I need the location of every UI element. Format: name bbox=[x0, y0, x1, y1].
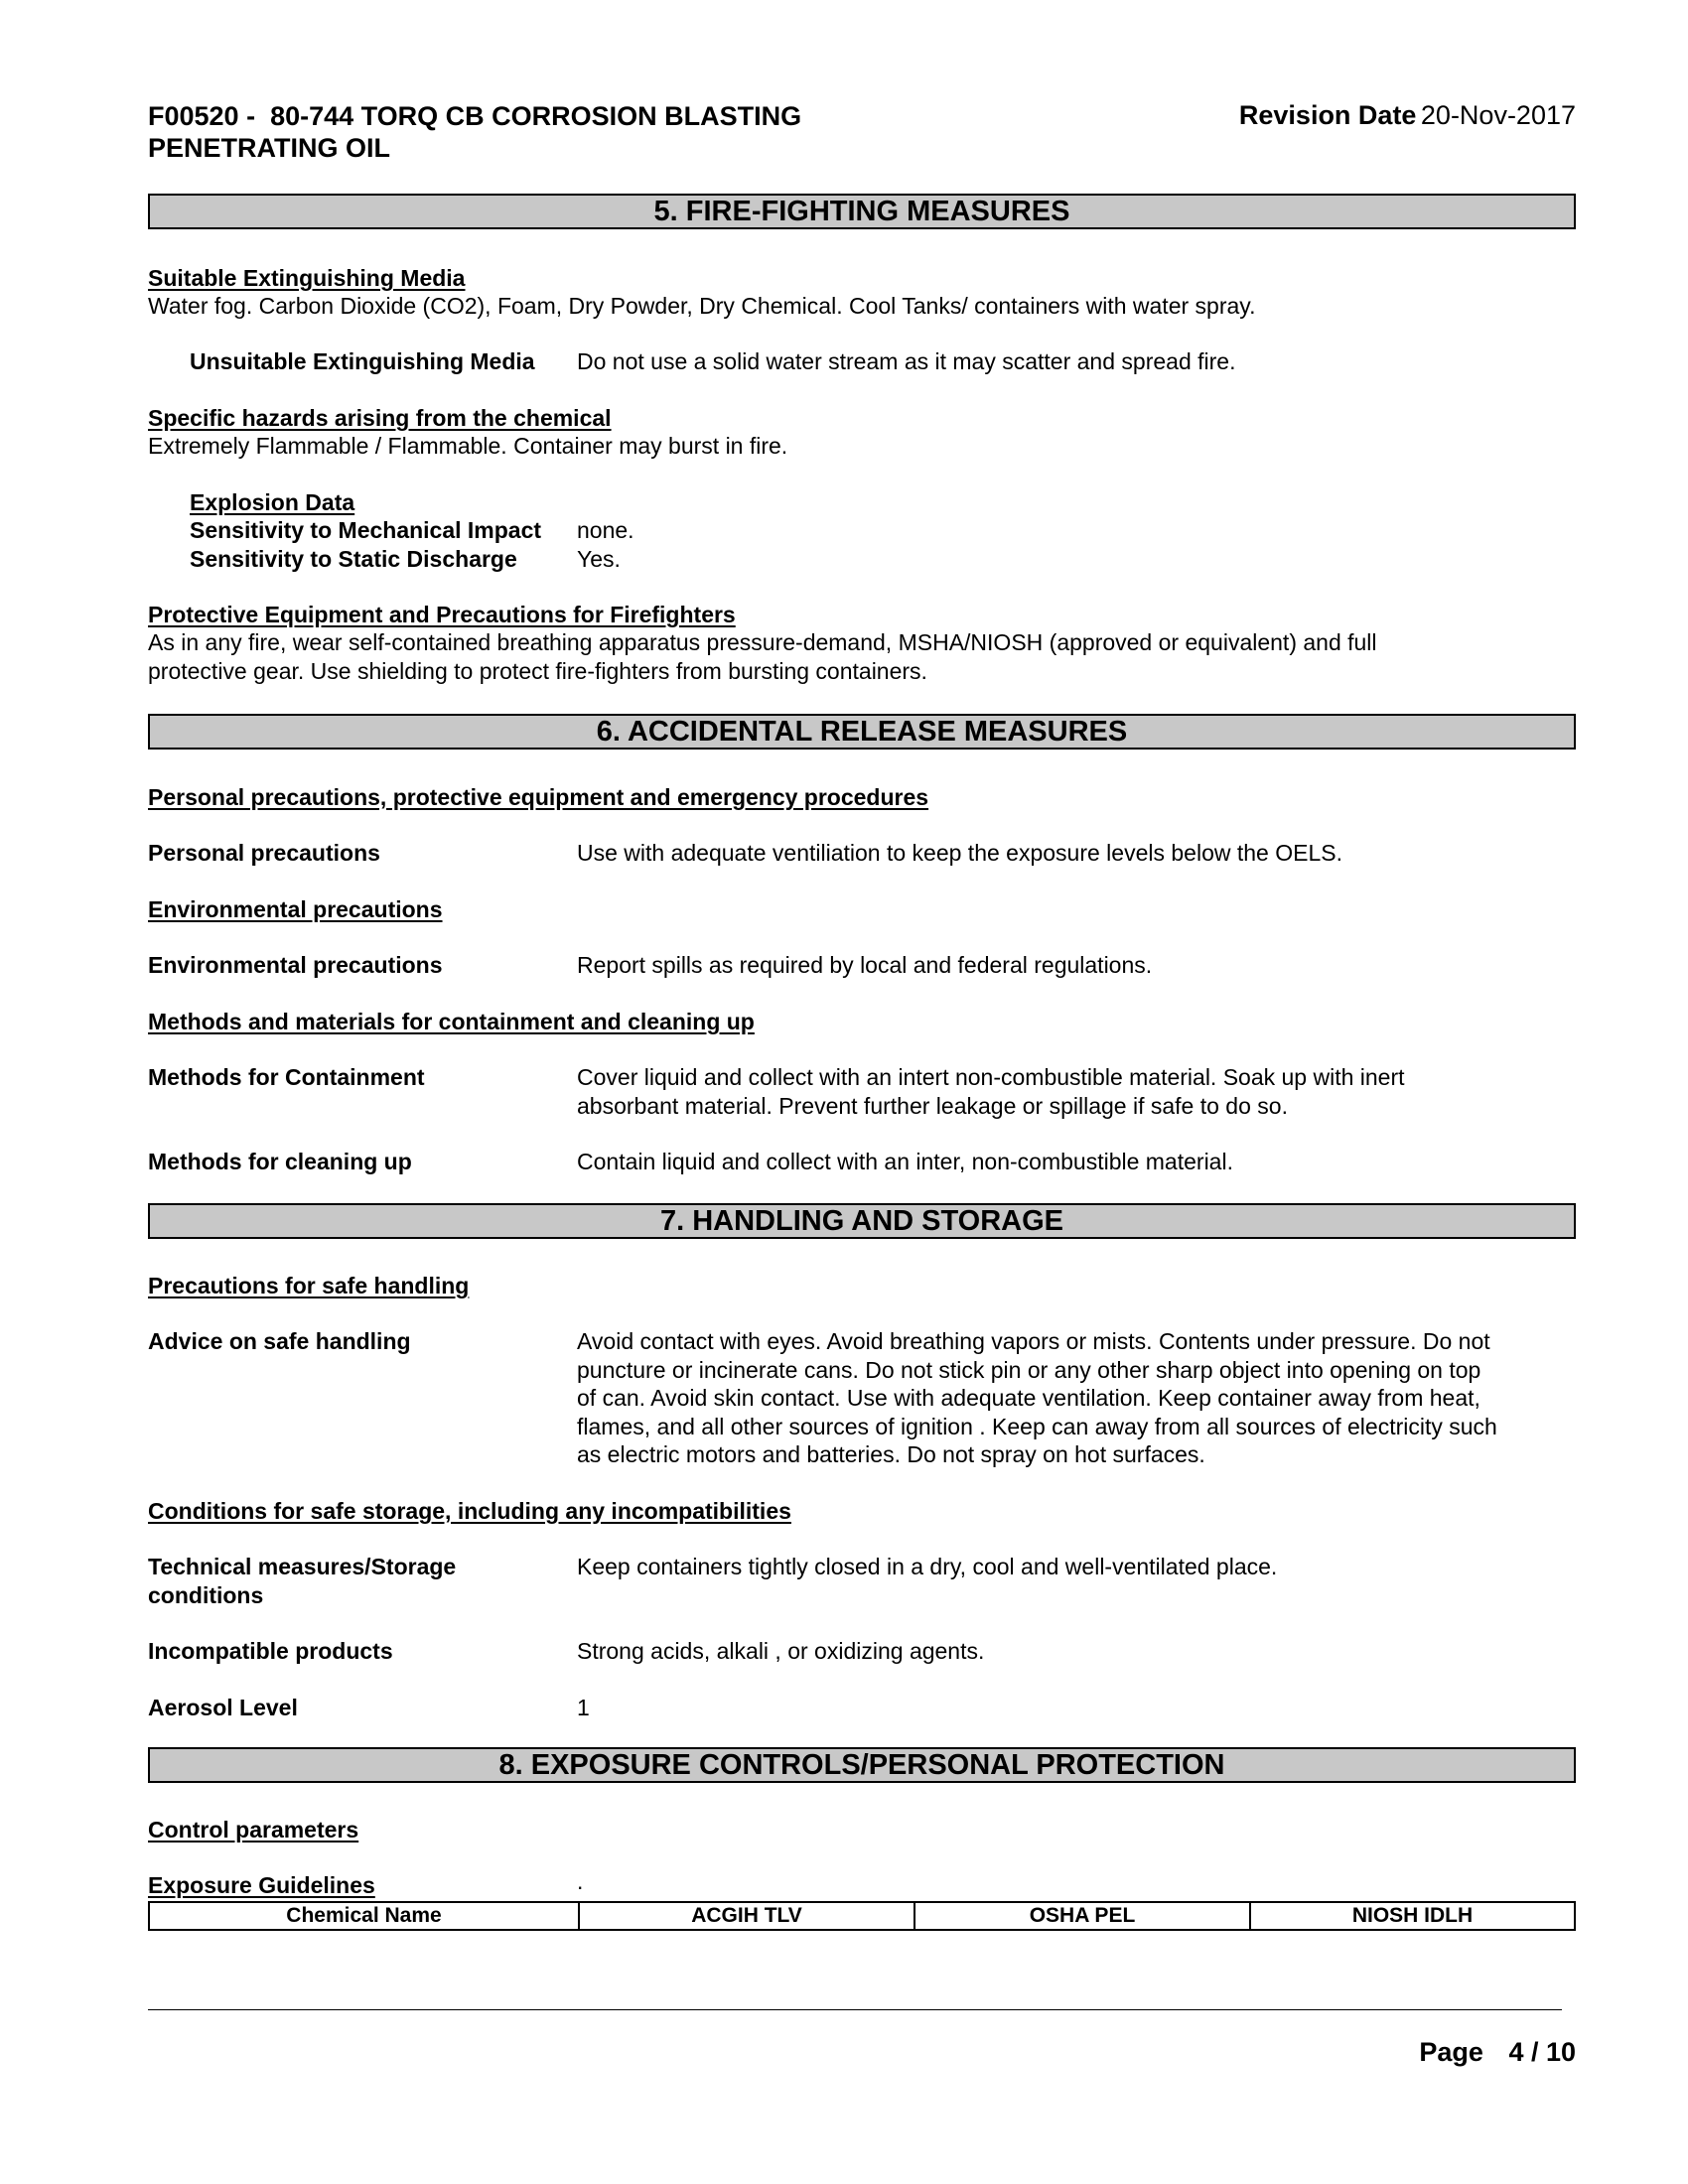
aerosol-level-label: Aerosol Level bbox=[148, 1695, 298, 1720]
cleaning-up-label: Methods for cleaning up bbox=[148, 1149, 412, 1174]
document-title bbox=[148, 100, 801, 164]
protective-equipment-line-1: As in any fire, wear self-contained breathing apparatus pressure-demand, MSHA/NIOSH (approved or equivalent) and full bbox=[148, 629, 1377, 655]
advice-safe-handling-label: Advice on safe handling bbox=[148, 1328, 411, 1354]
cleaning-up-text: Contain liquid and collect with an inter, non-combustible material. bbox=[577, 1149, 1233, 1174]
environmental-precautions-text: Report spills as required by local and federal regulations. bbox=[577, 952, 1153, 978]
mechanical-impact-value: none. bbox=[577, 517, 634, 543]
specific-hazards-heading: Specific hazards arising from the chemical bbox=[148, 405, 612, 431]
static-discharge-label: Sensitivity to Static Discharge bbox=[190, 546, 517, 572]
safe-storage-heading: Conditions for safe storage, including any incompatibilities bbox=[148, 1498, 791, 1524]
methods-materials-heading: Methods and materials for containment and cleaning up bbox=[148, 1009, 755, 1034]
advice-line-2: puncture or incinerate cans. Do not stick pin or any other sharp object into opening on top bbox=[577, 1357, 1481, 1383]
column-niosh-idlh: NIOSH IDLH bbox=[1250, 1902, 1575, 1930]
environmental-precautions-heading: Environmental precautions bbox=[148, 896, 443, 922]
personal-precautions-text: Use with adequate ventiliation to keep the exposure levels below the OELS. bbox=[577, 840, 1342, 866]
mechanical-impact-label: Sensitivity to Mechanical Impact bbox=[190, 517, 542, 543]
advice-line-4: flames, and all other sources of ignition . Keep can away from all sources of electricity such bbox=[577, 1414, 1497, 1439]
column-chemical-name: Chemical Name bbox=[149, 1902, 579, 1930]
explosion-data-heading: Explosion Data bbox=[190, 489, 355, 515]
page-label: Page bbox=[1419, 2037, 1483, 2067]
revision-date bbox=[1239, 100, 1576, 131]
advice-line-5: as electric motors and batteries. Do not spray on hot surfaces. bbox=[577, 1441, 1205, 1467]
section-5-title: 5. FIRE-FIGHTING MEASURES bbox=[148, 194, 1576, 229]
technical-measures-text: Keep containers tightly closed in a dry, cool and well-ventilated place. bbox=[577, 1554, 1278, 1579]
revision-value: 20-Nov-2017 bbox=[1420, 100, 1576, 130]
static-discharge-value: Yes. bbox=[577, 546, 621, 572]
personal-precautions-heading: Personal precautions, protective equipment and emergency procedures bbox=[148, 784, 929, 810]
section-6-title: 6. ACCIDENTAL RELEASE MEASURES bbox=[148, 714, 1576, 750]
title-line-2: PENETRATING OIL bbox=[148, 133, 391, 163]
exposure-guidelines-table bbox=[148, 1901, 1576, 1931]
protective-equipment-heading: Protective Equipment and Precautions for Firefighters bbox=[148, 602, 736, 627]
aerosol-level-value: 1 bbox=[577, 1695, 590, 1720]
section-8-title: 8. EXPOSURE CONTROLS/PERSONAL PROTECTION bbox=[148, 1747, 1576, 1783]
suitable-media-text: Water fog. Carbon Dioxide (CO2), Foam, Dry Powder, Dry Chemical. Cool Tanks/ containers with water spray. bbox=[148, 293, 1256, 319]
control-parameters-heading: Control parameters bbox=[148, 1817, 359, 1843]
unsuitable-media-label: Unsuitable Extinguishing Media bbox=[190, 348, 535, 374]
specific-hazards-text: Extremely Flammable / Flammable. Container may burst in fire. bbox=[148, 433, 788, 459]
incompatible-products-label: Incompatible products bbox=[148, 1638, 393, 1664]
protective-equipment-line-2: protective gear. Use shielding to protect fire-fighters from bursting containers. bbox=[148, 658, 927, 684]
column-osha-pel: OSHA PEL bbox=[914, 1902, 1250, 1930]
containment-label: Methods for Containment bbox=[148, 1064, 425, 1090]
advice-line-1: Avoid contact with eyes. Avoid breathing vapors or mists. Contents under pressure. Do not bbox=[577, 1328, 1490, 1354]
footer-divider bbox=[148, 2009, 1562, 2010]
page-number: 4 / 10 bbox=[1508, 2037, 1576, 2067]
technical-measures-label-line-2: conditions bbox=[148, 1582, 264, 1608]
safe-handling-heading: Precautions for safe handling bbox=[148, 1273, 470, 1298]
advice-line-3: of can. Avoid skin contact. Use with adequate ventilation. Keep container away from heat, bbox=[577, 1385, 1480, 1411]
containment-text-line-2: absorbant material. Prevent further leakage or spillage if safe to do so. bbox=[577, 1093, 1288, 1119]
revision-label: Revision Date bbox=[1238, 100, 1417, 130]
title-line-1: F00520 - 80-744 TORQ CB CORROSION BLASTING bbox=[148, 101, 802, 131]
environmental-precautions-label: Environmental precautions bbox=[148, 952, 443, 978]
incompatible-products-text: Strong acids, alkali , or oxidizing agents. bbox=[577, 1638, 985, 1664]
column-acgih-tlv: ACGIH TLV bbox=[579, 1902, 914, 1930]
exposure-guidelines-heading: Exposure Guidelines bbox=[148, 1872, 375, 1898]
containment-text-line-1: Cover liquid and collect with an intert non-combustible material. Soak up with inert bbox=[577, 1064, 1405, 1090]
unsuitable-media-text: Do not use a solid water stream as it may scatter and spread fire. bbox=[577, 348, 1236, 374]
page-indicator bbox=[1419, 2037, 1576, 2068]
section-7-title: 7. HANDLING AND STORAGE bbox=[148, 1203, 1576, 1239]
technical-measures-label-line-1: Technical measures/Storage bbox=[148, 1554, 457, 1579]
exposure-guidelines-dot: . bbox=[577, 1868, 584, 1894]
table-header-row bbox=[149, 1902, 1575, 1930]
suitable-media-heading: Suitable Extinguishing Media bbox=[148, 265, 466, 291]
personal-precautions-label: Personal precautions bbox=[148, 840, 380, 866]
